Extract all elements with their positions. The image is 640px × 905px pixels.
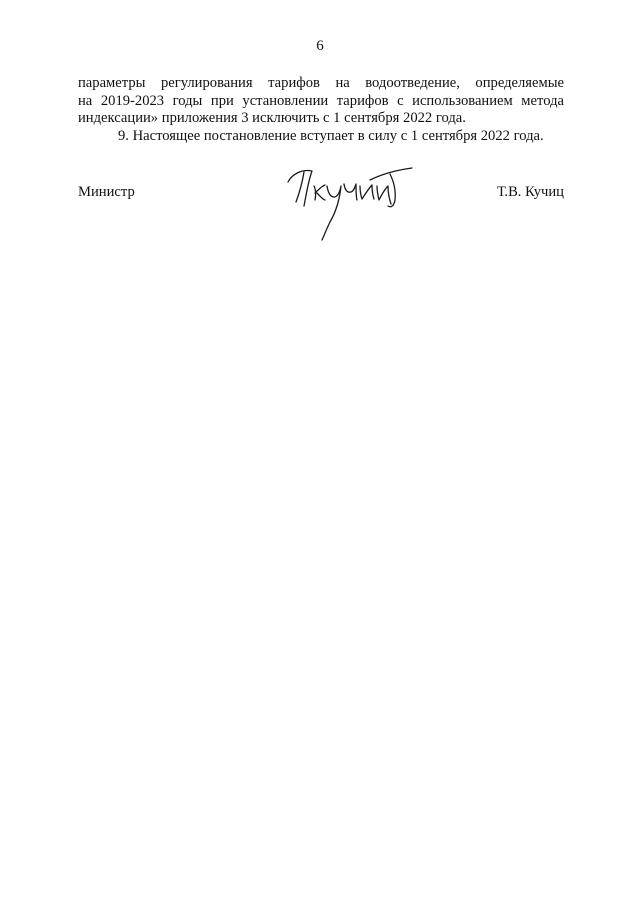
paragraph-line-2: на 2019-2023 годы при установлении тарифов с использованием метода [78, 92, 564, 109]
handwritten-signature [282, 160, 422, 244]
body-text [78, 75, 564, 145]
signatory-name: Т.В. Кучиц [496, 184, 564, 200]
paragraph-line-3: индексации» приложения 3 исключить с 1 сентября 2022 года. [78, 110, 466, 126]
signatory-title: Министр [78, 184, 135, 200]
paragraph-line-1: параметры регулирования тарифов на водоотведение, определяемые [78, 75, 564, 91]
paragraph-item-9: 9. Настоящее постановление вступает в силу с 1 сентября 2022 года. [118, 127, 544, 144]
paragraph-continuation [78, 75, 564, 128]
page-number: 6 [316, 38, 324, 54]
